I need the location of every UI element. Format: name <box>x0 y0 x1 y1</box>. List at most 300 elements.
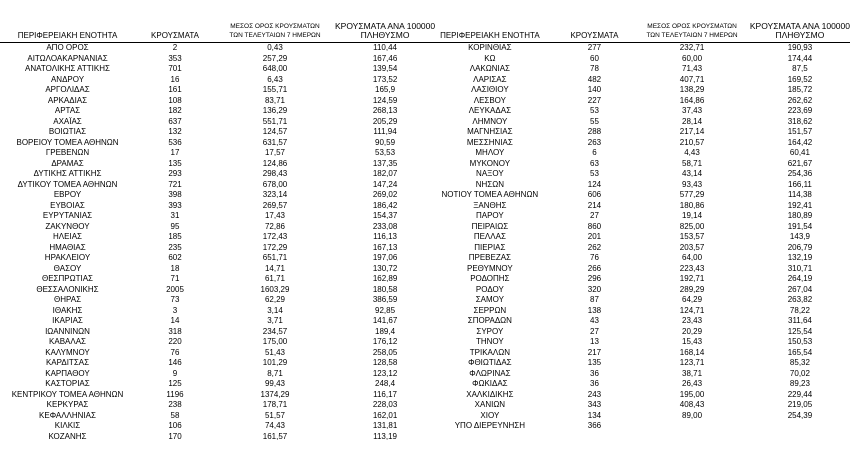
region-cell: ΚΑΡΠΑΘΟΥ <box>45 368 90 378</box>
per-100k-cell: 223,69 <box>787 106 813 115</box>
cases-cell: 217 <box>587 347 602 357</box>
cases-cell: 2 <box>135 43 215 54</box>
region-header: ΠΕΡΙΦΕΡΕΙΑΚΗ ΕΝΟΤΗΤΑ <box>17 31 118 40</box>
per-100k-cell: 191,54 <box>787 221 813 231</box>
avg-7day-cell: 71,43 <box>682 64 703 73</box>
per-100k-cell: 176,12 <box>372 337 398 346</box>
region-cell: ΛΑΚΩΝΙΑΣ <box>469 64 510 73</box>
per-100k-cell: 114,38 <box>788 190 812 199</box>
avg-7day-cell: 51,57 <box>264 410 286 420</box>
cases-cell: 140 <box>587 85 602 94</box>
table-row <box>0 117 435 128</box>
table-row <box>425 159 850 170</box>
avg-7day-cell: 651,71 <box>262 253 288 262</box>
per-100k-cell: 190,93 <box>750 43 850 54</box>
region-cell: ΑΙΤΩΛΟΑΚΑΡΝΑΝΙΑΣ <box>27 53 108 63</box>
avg-7day-cell: 192,71 <box>679 274 705 283</box>
per-100k-cell: 130,72 <box>372 263 398 273</box>
avg-7day-cell: 153,57 <box>679 232 705 241</box>
per-100k-cell: 113,19 <box>373 431 397 441</box>
table-row <box>0 43 435 54</box>
region-cell: ΛΕΣΒΟΥ <box>473 95 506 105</box>
region-cell: ΤΡΙΚΑΛΩΝ <box>469 347 510 357</box>
region-cell: ΝΗΣΩΝ <box>475 179 504 189</box>
cases-cell: 125 <box>168 379 182 388</box>
table-row <box>0 295 435 306</box>
per-100k-cell: 128,58 <box>372 358 398 367</box>
avg-7day-cell: 62,29 <box>264 295 286 304</box>
avg-7day-cell: 14,71 <box>264 263 286 273</box>
per-100k-cell: 263,82 <box>787 295 813 304</box>
table-row <box>0 306 435 317</box>
region-cell: ΒΟΙΩΤΙΑΣ <box>48 127 87 136</box>
per-100k-cell: 254,39 <box>787 410 813 420</box>
avg-7day-cell: 269,57 <box>262 200 288 210</box>
region-cell: ΣΕΡΡΩΝ <box>473 305 507 315</box>
avg-7day-cell: 3,14 <box>267 305 283 315</box>
cases-cell: 95 <box>170 221 180 231</box>
per-100k-cell: 162,89 <box>372 274 398 283</box>
cases-cell: 637 <box>168 116 182 126</box>
avg-7day-cell: 210,57 <box>679 137 705 147</box>
per-100k-cell: 269,02 <box>372 190 398 199</box>
region-cell: ΚΕΡΚΥΡΑΣ <box>46 400 89 409</box>
region-cell: ΛΕΥΚΑΔΑΣ <box>468 106 512 115</box>
table-row <box>0 432 435 443</box>
region-cell: ΚΑΡΔΙΤΣΑΣ <box>45 358 90 367</box>
region-cell: ΗΛΕΙΑΣ <box>53 232 82 241</box>
per-100k-cell: 90,59 <box>375 137 396 147</box>
table-row <box>425 117 850 128</box>
per-100k-cell: 166,11 <box>788 179 812 189</box>
cases-cell: 220 <box>168 337 182 346</box>
avg-7day-cell: 1374,29 <box>260 389 290 399</box>
cases-table-left <box>0 0 435 442</box>
avg-7day-cell: 825,00 <box>679 221 705 231</box>
region-cell: ΚΩ <box>484 53 496 63</box>
table-row <box>425 348 850 359</box>
cases-cell: 78 <box>590 64 599 73</box>
region-cell: ΧΑΝΙΩΝ <box>474 400 506 409</box>
region-cell: ΚΕΦΑΛΛΗΝΙΑΣ <box>39 410 96 420</box>
table-row <box>0 253 435 264</box>
per-100k-cell: 123,12 <box>372 368 398 378</box>
region-cell: ΠΕΙΡΑΙΩΣ <box>471 221 509 231</box>
table-row <box>0 159 435 170</box>
avg-7day-cell: 161,57 <box>262 431 288 441</box>
cases-cell: 277 <box>555 43 634 54</box>
cases-cell: 27 <box>590 211 599 220</box>
cases-cell: 318 <box>168 326 182 336</box>
avg-7day-cell: 136,29 <box>262 106 288 115</box>
cases-cell: 393 <box>168 200 182 210</box>
avg-7day-cell: 61,71 <box>264 274 286 283</box>
per-100k-cell: 173,52 <box>372 74 398 84</box>
region-cell: ΧΙΟΥ <box>480 410 500 420</box>
cases-cell: 58 <box>170 410 180 420</box>
table-row <box>0 180 435 191</box>
cases-cell: 263 <box>587 137 602 147</box>
region-cell: ΤΗΝΟΥ <box>475 337 504 346</box>
region-cell: ΘΕΣΠΡΩΤΙΑΣ <box>42 274 93 283</box>
header-row <box>425 0 850 43</box>
cases-cell: 76 <box>170 347 180 357</box>
region-cell: ΚΙΛΚΙΣ <box>54 421 81 430</box>
per-100k-cell <box>750 421 850 432</box>
table-row <box>425 169 850 180</box>
table-row <box>0 274 435 285</box>
avg-7day-cell: 223,43 <box>679 263 705 273</box>
region-cell: ΛΑΣΙΘΙΟΥ <box>471 85 509 94</box>
avg-7day-cell: 232,71 <box>634 43 750 54</box>
region-cell: ΙΩΑΝΝΙΝΩΝ <box>45 326 90 336</box>
region-cell: ΑΝΑΤΟΛΙΚΗΣ ΑΤΤΙΚΗΣ <box>25 64 110 73</box>
per-100k-cell: 180,89 <box>787 211 813 220</box>
avg-7day-cell: 23,43 <box>682 316 703 325</box>
table-row <box>0 243 435 254</box>
cases-cell: 398 <box>168 190 182 199</box>
cases-cell: 124 <box>587 179 602 189</box>
region-cell: ΘΑΣΟΥ <box>53 263 82 273</box>
table-row <box>425 180 850 191</box>
avg-7day-cell: 28,14 <box>682 116 703 126</box>
per-100k-cell: 310,71 <box>787 263 813 273</box>
table-row <box>425 127 850 138</box>
cases-cell: 16 <box>170 74 180 84</box>
cases-cell: 146 <box>168 358 182 367</box>
avg-7day-cell: 64,00 <box>682 253 703 262</box>
cases-cell: 293 <box>168 169 182 178</box>
per-100k-cell: 167,46 <box>372 53 398 63</box>
per-100k-cell: 125,54 <box>787 326 813 336</box>
per-100k-cell: 78,22 <box>789 305 810 315</box>
region-cell: ΡΟΔΟΥ <box>475 284 504 294</box>
per-100k-cell: 229,44 <box>787 389 813 399</box>
avg-7day-cell: 407,71 <box>679 74 705 84</box>
avg-7day-header: ΜΕΣΟΣ ΟΡΟΣ ΚΡΟΥΣΜΑΤΩΝ ΤΩΝ ΤΕΛΕΥΤΑΙΩΝ 7 ΗΜΕΡΩΝ <box>229 23 321 39</box>
table-row <box>425 390 850 401</box>
cases-cell: 2005 <box>166 284 184 294</box>
cases-cell: 214 <box>587 200 602 210</box>
region-cell: ΓΡΕΒΕΝΩΝ <box>45 148 90 157</box>
region-cell: ΔΥΤΙΚΟΥ ΤΟΜΕΑ ΑΘΗΝΩΝ <box>17 179 118 189</box>
avg-7day-cell: 124,57 <box>262 127 288 136</box>
per-100k-cell: 150,53 <box>787 337 813 346</box>
cases-cell: 106 <box>168 421 182 430</box>
avg-7day-cell: 43,14 <box>682 169 703 178</box>
per-100k-cell: 167,13 <box>372 242 398 252</box>
cases-header: ΚΡΟΥΣΜΑΤΑ <box>151 31 199 40</box>
region-cell: ΒΟΡΕΙΟΥ ΤΟΜΕΑ ΑΘΗΝΩΝ <box>16 137 119 147</box>
region-cell: ΑΡΤΑΣ <box>54 106 81 115</box>
table-row <box>425 327 850 338</box>
table-row <box>425 75 850 86</box>
table-row <box>425 232 850 243</box>
region-cell: ΡΕΘΥΜΝΟΥ <box>467 263 513 273</box>
table-row <box>0 316 435 327</box>
table-row <box>0 285 435 296</box>
region-cell: ΗΡΑΚΛΕΙΟΥ <box>44 253 91 262</box>
avg-7day-cell: 551,71 <box>262 116 288 126</box>
avg-7day-cell: 26,43 <box>682 379 703 388</box>
table-row <box>0 106 435 117</box>
region-cell: ΑΡΚΑΔΙΑΣ <box>47 95 88 105</box>
cases-cell: 9 <box>172 368 178 378</box>
per-100k-cell: 116,13 <box>373 232 397 241</box>
cases-cell: 606 <box>587 190 602 199</box>
cases-cell: 63 <box>590 158 599 168</box>
cases-cell: 353 <box>168 53 182 63</box>
avg-7day-cell: 648,00 <box>262 64 288 73</box>
avg-7day-cell: 89,00 <box>682 410 703 420</box>
cases-cell: 31 <box>170 211 180 220</box>
per-100k-cell: 174,44 <box>787 53 813 63</box>
cases-cell: 87 <box>590 295 599 304</box>
table-body-left <box>0 43 435 443</box>
cases-cell: 108 <box>168 95 182 105</box>
per-100k-cell: 85,32 <box>789 358 810 367</box>
table-row <box>425 411 850 422</box>
avg-7day-cell: 234,57 <box>262 326 288 336</box>
table-row <box>425 306 850 317</box>
avg-7day-cell: 195,00 <box>679 389 705 399</box>
per-100k-cell: 219,05 <box>787 400 813 409</box>
per-100k-cell: 386,59 <box>372 295 398 304</box>
cases-cell: 13 <box>590 337 599 346</box>
cases-cell: 138 <box>587 305 602 315</box>
table-row <box>425 64 850 75</box>
region-cell: ΠΡΕΒΕΖΑΣ <box>468 253 511 262</box>
avg-7day-cell: 138,29 <box>679 85 705 94</box>
cases-cell: 182 <box>168 106 182 115</box>
table-row <box>425 43 850 54</box>
region-cell: ΥΠΟ ΔΙΕΡΕΥΝΗΣΗ <box>454 421 526 430</box>
cases-cell: 36 <box>590 368 599 378</box>
region-cell: ΛΑΡΙΣΑΣ <box>473 74 507 84</box>
region-cell: ΖΑΚΥΝΘΟΥ <box>45 221 90 231</box>
avg-7day-cell: 180,86 <box>679 200 705 210</box>
table-row <box>425 211 850 222</box>
table-row <box>425 421 850 432</box>
region-cell: ΠΙΕΡΙΑΣ <box>474 242 506 252</box>
cases-cell: 266 <box>587 263 602 273</box>
cases-cell: 201 <box>587 232 602 241</box>
cases-cell: 17 <box>170 148 180 157</box>
avg-7day-cell: 178,71 <box>262 400 288 409</box>
table-row <box>0 148 435 159</box>
region-cell: ΚΑΒΑΛΑΣ <box>49 337 86 346</box>
avg-7day-cell: 172,43 <box>262 232 288 241</box>
avg-7day-cell: 289,29 <box>679 284 705 294</box>
per-100k-cell: 147,24 <box>372 179 398 189</box>
table-row <box>0 222 435 233</box>
per-100k-cell: 141,67 <box>372 316 398 325</box>
per-100k-cell: 132,19 <box>787 253 813 262</box>
avg-7day-cell: 60,00 <box>682 53 703 63</box>
per-100k-cell: 185,72 <box>787 85 813 94</box>
cases-cell: 134 <box>587 410 602 420</box>
cases-table-right <box>425 0 850 432</box>
cases-cell: 227 <box>587 95 602 105</box>
region-cell: ΙΘΑΚΗΣ <box>52 305 83 315</box>
table-row <box>0 400 435 411</box>
table-row <box>0 211 435 222</box>
region-cell: ΘΕΣΣΑΛΟΝΙΚΗΣ <box>36 284 99 294</box>
table-row <box>0 327 435 338</box>
table-row <box>0 127 435 138</box>
per-100k-cell: 137,35 <box>372 158 398 168</box>
region-cell: ΝΟΤΙΟΥ ΤΟΜΕΑ ΑΘΗΝΩΝ <box>441 190 539 199</box>
region-cell: ΜΑΓΝΗΣΙΑΣ <box>467 127 513 136</box>
per-100k-cell: 180,58 <box>372 284 398 294</box>
region-cell: ΧΑΛΚΙΔΙΚΗΣ <box>466 389 514 399</box>
per-100k-cell: 70,02 <box>789 368 810 378</box>
per-100k-cell: 186,42 <box>372 200 398 210</box>
table-row <box>0 138 435 149</box>
per-100k-cell: 116,17 <box>373 389 397 399</box>
avg-7day-cell: 101,29 <box>262 358 288 367</box>
per-100k-cell: 233,08 <box>372 221 398 231</box>
per-100k-cell: 60,41 <box>789 148 810 157</box>
per-100k-cell: 165,9 <box>375 85 396 94</box>
per-100k-cell: 192,41 <box>787 200 813 210</box>
table-row <box>0 232 435 243</box>
per-100k-cell: 262,62 <box>787 95 813 105</box>
avg-7day-cell: 58,71 <box>682 158 703 168</box>
region-cell: ΚΑΛΥΜΝΟΥ <box>45 347 90 357</box>
cases-cell: 3 <box>172 305 178 315</box>
region-cell: ΔΡΑΜΑΣ <box>51 158 84 168</box>
cases-cell: 6 <box>592 148 597 157</box>
per-100k-cell: 264,19 <box>787 274 813 283</box>
cases-cell: 243 <box>587 389 602 399</box>
region-cell: ΑΧΑΪΑΣ <box>53 116 82 126</box>
cases-cell: 701 <box>168 64 182 73</box>
region-cell: ΣΑΜΟΥ <box>475 295 504 304</box>
per-100k-cell: 87,5 <box>792 64 808 73</box>
per-100k-cell: 318,62 <box>787 116 813 126</box>
cases-cell: 161 <box>168 85 182 94</box>
cases-cell: 71 <box>170 274 180 283</box>
table-row <box>0 421 435 432</box>
avg-7day-cell: 203,57 <box>679 242 705 252</box>
region-cell: ΕΒΡΟΥ <box>53 190 82 199</box>
per-100k-cell: 197,06 <box>372 253 398 262</box>
avg-7day-header: ΜΕΣΟΣ ΟΡΟΣ ΚΡΟΥΣΜΑΤΩΝ ΤΩΝ ΤΕΛΕΥΤΑΙΩΝ 7 ΗΜΕΡΩΝ <box>646 23 738 39</box>
table-body-right <box>425 43 850 432</box>
per-100k-cell: 131,81 <box>372 421 398 430</box>
per-100k-cell: 182,07 <box>372 169 398 178</box>
per-100k-cell: 165,54 <box>787 347 813 357</box>
region-cell: ΜΕΣΣΗΝΙΑΣ <box>466 137 513 147</box>
per-100k-cell: 124,59 <box>372 95 398 105</box>
per-100k-cell: 110,44 <box>335 43 435 54</box>
avg-7day-cell: 20,29 <box>682 326 703 336</box>
per-100k-cell: 228,03 <box>372 400 398 409</box>
table-row <box>425 337 850 348</box>
region-cell: ΑΡΓΟΛΙΔΑΣ <box>45 85 90 94</box>
table-row <box>425 400 850 411</box>
per-100k-cell: 621,67 <box>787 158 813 168</box>
cases-cell: 170 <box>168 431 182 441</box>
cases-cell: 296 <box>587 274 602 283</box>
region-cell: ΞΑΝΘΗΣ <box>473 200 507 210</box>
cases-cell: 27 <box>590 326 599 336</box>
region-cell: ΡΟΔΟΠΗΣ <box>470 274 510 283</box>
table-row <box>425 201 850 212</box>
cases-cell: 43 <box>590 316 599 325</box>
cases-cell: 53 <box>590 169 599 178</box>
cases-cell: 53 <box>590 106 599 115</box>
table-row <box>0 379 435 390</box>
avg-7day-cell: 72,86 <box>264 221 286 231</box>
avg-7day-cell: 323,14 <box>262 190 288 199</box>
avg-7day-cell: 257,29 <box>262 53 288 63</box>
region-cell: ΑΠΟ ΟΡΟΣ <box>0 43 135 54</box>
per-100k-cell: 151,57 <box>787 127 813 136</box>
cases-cell: 60 <box>590 53 599 63</box>
cases-cell: 536 <box>168 137 182 147</box>
avg-7day-cell: 298,43 <box>262 169 288 178</box>
region-cell: ΦΘΙΩΤΙΔΑΣ <box>468 358 512 367</box>
per-100k-cell: 254,36 <box>787 169 813 178</box>
cases-cell: 602 <box>168 253 182 262</box>
region-cell: ΝΑΞΟΥ <box>476 169 504 178</box>
per-100k-cell: 164,42 <box>787 137 813 147</box>
table-row <box>425 253 850 264</box>
cases-cell: 18 <box>170 263 180 273</box>
region-cell: ΠΑΡΟΥ <box>475 211 504 220</box>
table-row <box>0 358 435 369</box>
per-100k-cell: 258,05 <box>372 347 398 357</box>
table-row <box>425 148 850 159</box>
table-row <box>425 274 850 285</box>
cases-cell: 238 <box>168 400 182 409</box>
table-row <box>425 243 850 254</box>
avg-7day-cell: 37,43 <box>682 106 703 115</box>
avg-7day-cell: 64,29 <box>682 295 703 304</box>
avg-7day-cell: 577,29 <box>679 190 705 199</box>
cases-cell: 343 <box>587 400 602 409</box>
per-100k-cell: 162,01 <box>372 410 398 420</box>
avg-7day-cell: 678,00 <box>262 179 288 189</box>
avg-7day-cell: 6,43 <box>267 74 283 84</box>
region-cell: ΙΚΑΡΙΑΣ <box>52 316 83 325</box>
avg-7day-cell: 93,43 <box>682 179 703 189</box>
table-row <box>425 264 850 275</box>
region-cell: ΔΥΤΙΚΗΣ ΑΤΤΙΚΗΣ <box>33 169 102 178</box>
per-100k-cell: 92,85 <box>375 305 396 315</box>
avg-7day-cell: 175,00 <box>262 337 288 346</box>
table-row <box>0 64 435 75</box>
region-cell: ΦΩΚΙΔΑΣ <box>472 379 508 388</box>
cases-cell: 135 <box>168 158 182 168</box>
table-row <box>0 390 435 401</box>
per-100k-cell: 205,29 <box>372 116 398 126</box>
cases-per-100k-header: ΚΡΟΥΣΜΑΤΑ ΑΝΑ 100000 ΠΛΗΘΥΣΜΟ <box>335 21 436 40</box>
cases-cell: 366 <box>587 421 602 430</box>
region-cell: ΘΗΡΑΣ <box>53 295 82 304</box>
table-row <box>425 96 850 107</box>
avg-7day-cell: 8,71 <box>267 368 283 378</box>
region-cell: ΚΑΣΤΟΡΙΑΣ <box>45 379 90 388</box>
per-100k-cell: 169,52 <box>787 74 813 84</box>
region-cell: ΠΕΛΛΑΣ <box>473 232 506 241</box>
table-row <box>0 264 435 275</box>
avg-7day-cell: 17,43 <box>264 211 286 220</box>
per-100k-cell: 268,13 <box>372 106 398 115</box>
region-cell: ΗΜΑΘΙΑΣ <box>49 242 86 252</box>
